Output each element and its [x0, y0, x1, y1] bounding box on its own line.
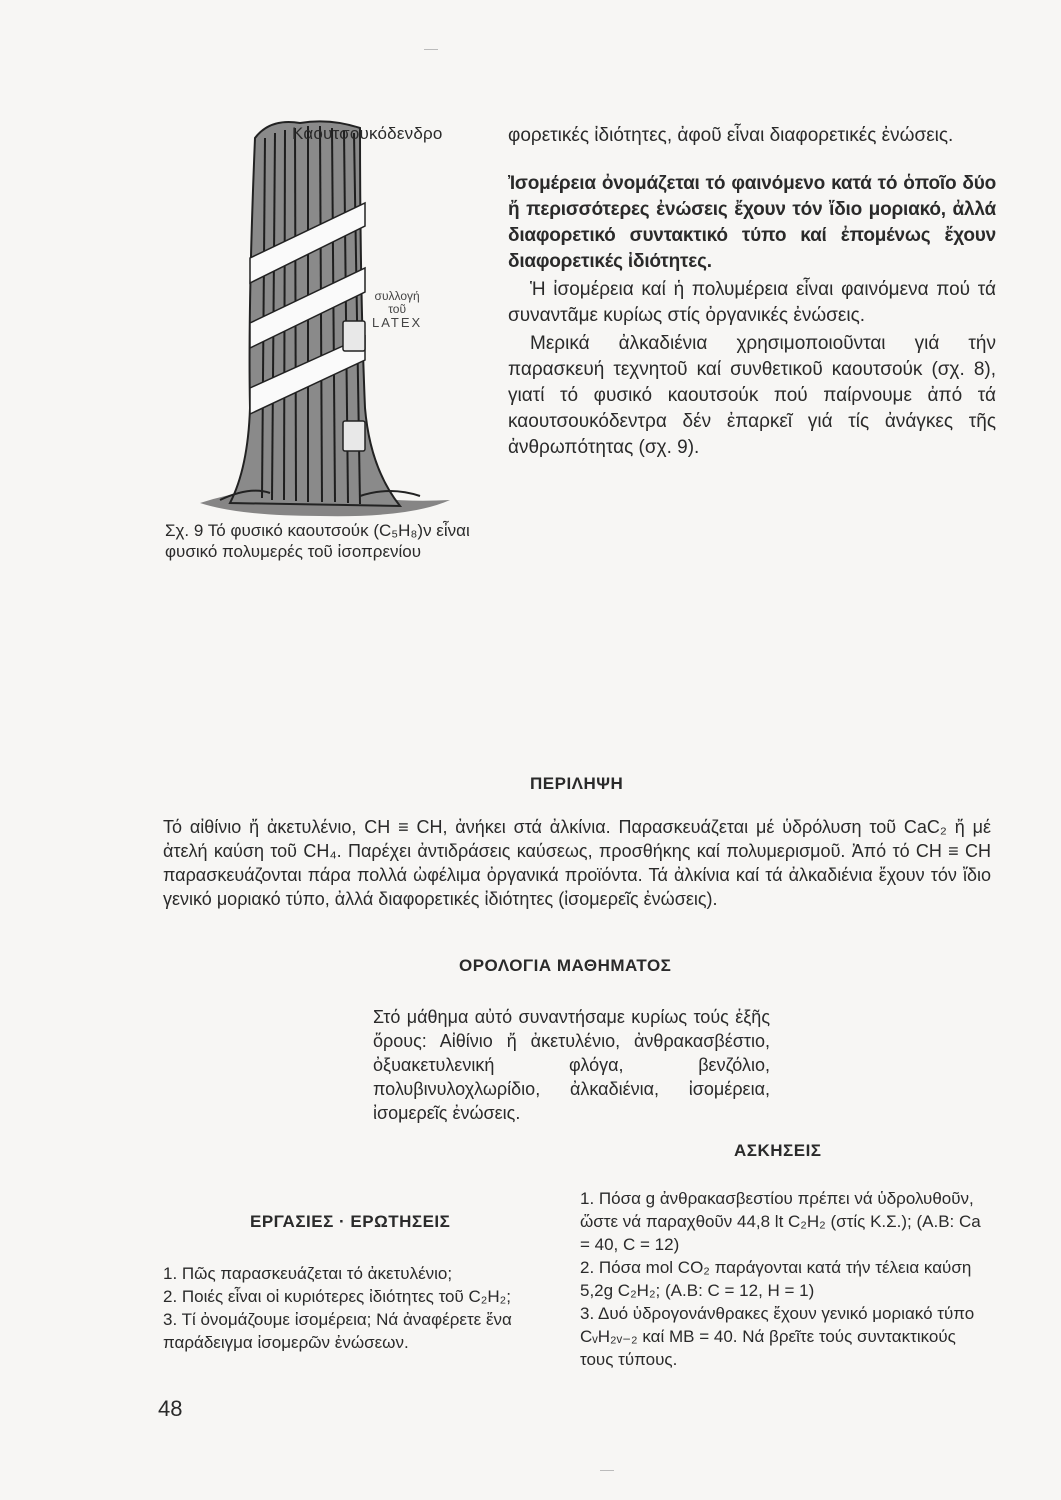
summary-heading: ΠΕΡΙΛΗΨΗ — [530, 774, 624, 793]
body-paragraph: Ἡ ἰσομέρεια καί ἡ πολυμέρεια εἶναι φαινόμενα πού τά συναντᾶμε κυρίως στίς ὀργανικές ἐνώσεις. — [508, 279, 996, 326]
latex-label-line3: LATEX — [372, 315, 423, 330]
figure-label-latex — [372, 290, 422, 329]
exercise-item: 1. Πόσα g ἀνθρακασβεστίου πρέπει νά ὑδρολυθοῦν, ὥστε νά παραχθοῦν 44,8 lt C₂H₂ (στίς Κ.Σ.); (Α.Β: Ca = 40, C = 12) — [580, 1189, 981, 1254]
question-item: 1. Πῶς παρασκευάζεται τό ἀκετυλένιο; — [163, 1264, 453, 1283]
body-paragraph: Μερικά ἀλκαδιένια χρησιμοποιοῦνται γιά τήν παρασκευή τεχνητοῦ καί συνθετικοῦ καουτσούκ (σχ. 8), γιατί τό φυσικό καουτσούκ πού παίρνουμε ἀπό τά καουτσουκόδεντρα δέν ἐπαρκεῖ γιά τίς ἀνάγκες τῆς ἀνθρωπότητας (σχ. 9). — [508, 333, 996, 458]
summary-text: Τό αἰθίνιο ἤ ἀκετυλένιο, CH ≡ CH, ἀνήκει στά ἀλκίνια. Παρασκευάζεται μέ ὑδρόλυση τοῦ CaC₂ ἤ μέ ἀτελή καύση τοῦ CH₄. Παρέχει ἀντιδράσεις καύσεως, προσθήκης καί πολυμερισμοῦ. Ἀπό τό CH ≡ CH παρασκευάζονται πάρα πολλά ὠφέλιμα ὀργανικά προϊόντα. Τά ἀλκίνια καί τά ἀλκαδιένια ἔχουν τόν ἴδιο γενικό μοριακό τύπο, ἀλλά διαφορετικές ἰδιότητες (ἰσομερεῖς ἐνώσεις). — [163, 817, 991, 909]
exercise-item: 3. Δυό ὑδρογονάνθρακες ἔχουν γενικό μοριακό τύπο CᵥH₂ᵥ₋₂ καί ΜΒ = 40. Νά βρεῖτε τούς συντακτικούς τους τύπους. — [580, 1304, 975, 1369]
question-item: 3. Τί ὀνομάζουμε ἰσομέρεια; Νά ἀναφέρετε ἕνα παράδειγμα ἰσομερῶν ἐνώσεων. — [163, 1310, 512, 1352]
questions-list — [163, 1262, 533, 1354]
exercises-list — [580, 1187, 990, 1371]
figure-caption: Σχ. 9 Τό φυσικό καουτσούκ (C₅H₈)ν εἶναι φυσικό πολυμερές τοῦ ἰσοπρενίου — [165, 521, 470, 561]
isomerism-definition: Ἰσομέρεια ὀνομάζεται τό φαινόμενο κατά τό ὁποῖο δύο ἤ περισσότερες ἐνώσεις ἔχουν τόν ἴδιο μοριακό, ἀλλά διαφορετικό συντακτικό τύπο καί ἐπομένως ἔχουν διαφορετικές ἰδιότητες. — [508, 173, 996, 272]
exercises-heading: ΑΣΚΗΣΕΙΣ — [734, 1141, 822, 1160]
page-number: 48 — [158, 1396, 183, 1421]
question-item: 2. Ποιές εἶναι οἱ κυριότερες ἰδιότητες τοῦ C₂H₂; — [163, 1287, 511, 1306]
exercise-item: 2. Πόσα mol CO₂ παράγονται κατά τήν τέλεια καύση 5,2g C₂H₂; (Α.Β: C = 12, H = 1) — [580, 1258, 972, 1300]
terminology-text: Στό μάθημα αὐτό συναντήσαμε κυρίως τούς ἑξῆς ὅρους: Αἰθίνιο ἤ ἀκετυλένιο, ἀνθρακασβέστιο, ὀξυακετυλενική φλόγα, βενζόλιο, πολυβινυλοχλωρίδιο, ἀλκαδιένια, ἰσομέρεια, ἰσομερεῖς ἐνώσεις. — [373, 1007, 770, 1123]
scan-mark — [424, 49, 438, 50]
scan-mark — [600, 1470, 614, 1471]
body-paragraph: φορετικές ἰδιότητες, ἀφοῦ εἶναι διαφορετικές ἐνώσεις. — [508, 125, 954, 146]
terminology-heading: ΟΡΟΛΟΓΙΑ ΜΑΘΗΜΑΤΟΣ — [459, 956, 672, 975]
rubber-tree-illustration — [160, 108, 490, 528]
questions-heading: ΕΡΓΑΣΙΕΣ · ΕΡΩΤΗΣΕΙΣ — [250, 1212, 451, 1231]
body-text — [508, 123, 996, 469]
latex-label-line2: τοῦ — [388, 302, 407, 316]
figure-label-tree: Καουτσουκόδενδρο — [292, 124, 443, 143]
latex-label-line1: συλλογή — [374, 289, 420, 303]
